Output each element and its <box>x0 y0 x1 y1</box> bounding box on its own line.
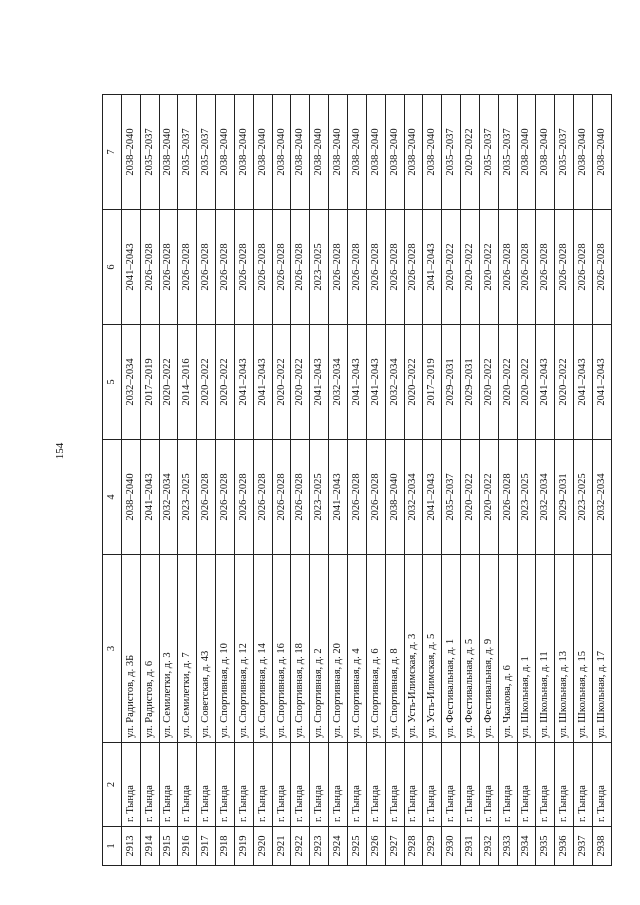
period-cell: 2023–2025 <box>178 440 197 555</box>
period-cell: 2026–2028 <box>291 440 310 555</box>
header-cell: 6 <box>103 210 122 325</box>
period-cell: 2023–2025 <box>310 440 329 555</box>
address-cell: ул. Усть-Илимская, д. 3 <box>404 555 423 743</box>
address-cell: ул. Спортивная, д. 6 <box>366 555 385 743</box>
period-cell: 2038–2040 <box>385 95 404 210</box>
period-cell: 2041–2043 <box>574 325 593 440</box>
table-row <box>197 95 216 866</box>
city-cell: г. Тында <box>197 743 216 827</box>
period-cell: 2020–2022 <box>517 325 536 440</box>
table-row <box>234 95 253 866</box>
period-cell: 2038–2040 <box>159 95 178 210</box>
period-cell: 2035–2037 <box>498 95 517 210</box>
table-row <box>216 95 235 866</box>
period-cell: 2026–2028 <box>178 210 197 325</box>
city-cell: г. Тында <box>423 743 442 827</box>
period-cell: 2026–2028 <box>272 440 291 555</box>
period-cell: 2035–2037 <box>442 95 461 210</box>
period-cell: 2026–2028 <box>555 210 574 325</box>
city-cell: г. Тында <box>404 743 423 827</box>
period-cell: 2017–2019 <box>423 325 442 440</box>
table-row <box>329 95 348 866</box>
period-cell: 2041–2043 <box>366 325 385 440</box>
table-row <box>310 95 329 866</box>
city-cell: г. Тында <box>479 743 498 827</box>
period-cell: 2026–2028 <box>272 210 291 325</box>
row-number-cell: 2923 <box>310 827 329 866</box>
period-cell: 2020–2022 <box>461 95 480 210</box>
period-cell: 2032–2034 <box>329 325 348 440</box>
city-cell: г. Тында <box>329 743 348 827</box>
address-cell: ул. Советская, д. 43 <box>197 555 216 743</box>
table-row <box>140 95 159 866</box>
table-row <box>291 95 310 866</box>
table-row <box>121 95 140 866</box>
period-cell: 2035–2037 <box>197 95 216 210</box>
period-cell: 2026–2028 <box>234 210 253 325</box>
address-cell: ул. Фестивальная, д. 5 <box>461 555 480 743</box>
row-number-cell: 2937 <box>574 827 593 866</box>
table-row <box>461 95 480 866</box>
period-cell: 2026–2028 <box>159 210 178 325</box>
period-cell: 2026–2028 <box>329 210 348 325</box>
period-cell: 2041–2043 <box>140 440 159 555</box>
row-number-cell: 2932 <box>479 827 498 866</box>
period-cell: 2026–2028 <box>253 210 272 325</box>
period-cell: 2029–2031 <box>555 440 574 555</box>
table-header-row <box>103 95 122 866</box>
period-cell: 2026–2028 <box>347 210 366 325</box>
row-number-cell: 2913 <box>121 827 140 866</box>
address-cell: ул. Школьная, д. 11 <box>536 555 555 743</box>
period-cell: 2038–2040 <box>272 95 291 210</box>
table-frame <box>102 95 607 866</box>
period-cell: 2035–2037 <box>555 95 574 210</box>
row-number-cell: 2929 <box>423 827 442 866</box>
period-cell: 2038–2040 <box>536 95 555 210</box>
period-cell: 2038–2040 <box>385 440 404 555</box>
period-cell: 2038–2040 <box>329 95 348 210</box>
period-cell: 2026–2028 <box>574 210 593 325</box>
period-cell: 2038–2040 <box>574 95 593 210</box>
city-cell: г. Тында <box>216 743 235 827</box>
table-row <box>347 95 366 866</box>
page-number: 154 <box>54 442 66 460</box>
row-number-cell: 2938 <box>592 827 611 866</box>
address-cell: ул. Семилетки, д. 7 <box>178 555 197 743</box>
city-cell: г. Тында <box>140 743 159 827</box>
row-number-cell: 2930 <box>442 827 461 866</box>
row-number-cell: 2918 <box>216 827 235 866</box>
city-cell: г. Тында <box>574 743 593 827</box>
table-row <box>479 95 498 866</box>
city-cell: г. Тында <box>442 743 461 827</box>
period-cell: 2038–2040 <box>347 95 366 210</box>
table-row <box>366 95 385 866</box>
table-row <box>536 95 555 866</box>
period-cell: 2026–2028 <box>234 440 253 555</box>
row-number-cell: 2914 <box>140 827 159 866</box>
period-cell: 2020–2022 <box>159 325 178 440</box>
period-cell: 2026–2028 <box>517 210 536 325</box>
row-number-cell: 2916 <box>178 827 197 866</box>
period-cell: 2038–2040 <box>216 95 235 210</box>
city-cell: г. Тында <box>159 743 178 827</box>
period-cell: 2032–2034 <box>385 325 404 440</box>
address-cell: ул. Спортивная, д. 12 <box>234 555 253 743</box>
period-cell: 2023–2025 <box>517 440 536 555</box>
row-number-cell: 2933 <box>498 827 517 866</box>
header-cell: 2 <box>103 743 122 827</box>
period-cell: 2032–2034 <box>159 440 178 555</box>
period-cell: 2026–2028 <box>404 210 423 325</box>
period-cell: 2035–2037 <box>178 95 197 210</box>
table-row <box>555 95 574 866</box>
period-cell: 2017–2019 <box>140 325 159 440</box>
period-cell: 2026–2028 <box>592 210 611 325</box>
period-cell: 2020–2022 <box>555 325 574 440</box>
address-cell: ул. Спортивная, д. 16 <box>272 555 291 743</box>
address-cell: ул. Спортивная, д. 2 <box>310 555 329 743</box>
period-cell: 2029–2031 <box>442 325 461 440</box>
row-number-cell: 2934 <box>517 827 536 866</box>
table-row <box>592 95 611 866</box>
period-cell: 2038–2040 <box>404 95 423 210</box>
table-row <box>423 95 442 866</box>
period-cell: 2035–2037 <box>479 95 498 210</box>
city-cell: г. Тында <box>347 743 366 827</box>
period-cell: 2032–2034 <box>121 325 140 440</box>
period-cell: 2020–2022 <box>461 210 480 325</box>
period-cell: 2020–2022 <box>404 325 423 440</box>
period-cell: 2020–2022 <box>479 325 498 440</box>
period-cell: 2020–2022 <box>197 325 216 440</box>
table-row <box>442 95 461 866</box>
period-cell: 2041–2043 <box>253 325 272 440</box>
city-cell: г. Тында <box>555 743 574 827</box>
table-row <box>574 95 593 866</box>
period-cell: 2041–2043 <box>329 440 348 555</box>
row-number-cell: 2935 <box>536 827 555 866</box>
period-cell: 2041–2043 <box>121 210 140 325</box>
period-cell: 2041–2043 <box>234 325 253 440</box>
address-cell: ул. Школьная, д. 17 <box>592 555 611 743</box>
address-cell: ул. Радистов, д. 3Б <box>121 555 140 743</box>
table-row <box>159 95 178 866</box>
period-cell: 2026–2028 <box>347 440 366 555</box>
address-cell: ул. Спортивная, д. 8 <box>385 555 404 743</box>
period-cell: 2038–2040 <box>253 95 272 210</box>
city-cell: г. Тында <box>385 743 404 827</box>
row-number-cell: 2922 <box>291 827 310 866</box>
period-cell: 2020–2022 <box>461 440 480 555</box>
table-row <box>253 95 272 866</box>
period-cell: 2026–2028 <box>291 210 310 325</box>
address-cell: ул. Чкалова, д. 6 <box>498 555 517 743</box>
period-cell: 2026–2028 <box>216 440 235 555</box>
row-number-cell: 2915 <box>159 827 178 866</box>
period-cell: 2023–2025 <box>310 210 329 325</box>
row-number-cell: 2919 <box>234 827 253 866</box>
table-row <box>498 95 517 866</box>
data-table <box>102 94 612 866</box>
period-cell: 2038–2040 <box>121 95 140 210</box>
row-number-cell: 2927 <box>385 827 404 866</box>
period-cell: 2020–2022 <box>479 440 498 555</box>
row-number-cell: 2926 <box>366 827 385 866</box>
row-number-cell: 2936 <box>555 827 574 866</box>
city-cell: г. Тында <box>253 743 272 827</box>
period-cell: 2020–2022 <box>479 210 498 325</box>
period-cell: 2038–2040 <box>291 95 310 210</box>
city-cell: г. Тында <box>178 743 197 827</box>
table-row <box>404 95 423 866</box>
row-number-cell: 2928 <box>404 827 423 866</box>
table-row <box>385 95 404 866</box>
row-number-cell: 2925 <box>347 827 366 866</box>
period-cell: 2026–2028 <box>216 210 235 325</box>
address-cell: ул. Семилетки, д. 3 <box>159 555 178 743</box>
period-cell: 2038–2040 <box>310 95 329 210</box>
period-cell: 2026–2028 <box>253 440 272 555</box>
row-number-cell: 2931 <box>461 827 480 866</box>
period-cell: 2032–2034 <box>592 440 611 555</box>
period-cell: 2026–2028 <box>197 210 216 325</box>
address-cell: ул. Спортивная, д. 14 <box>253 555 272 743</box>
period-cell: 2035–2037 <box>140 95 159 210</box>
table-rotated-container <box>102 95 607 866</box>
row-number-cell: 2920 <box>253 827 272 866</box>
period-cell: 2041–2043 <box>592 325 611 440</box>
period-cell: 2026–2028 <box>385 210 404 325</box>
period-cell: 2026–2028 <box>197 440 216 555</box>
period-cell: 2041–2043 <box>423 210 442 325</box>
address-cell: ул. Радистов, д. 6 <box>140 555 159 743</box>
address-cell: ул. Школьная, д. 13 <box>555 555 574 743</box>
period-cell: 2023–2025 <box>574 440 593 555</box>
period-cell: 2020–2022 <box>442 210 461 325</box>
period-cell: 2026–2028 <box>536 210 555 325</box>
period-cell: 2032–2034 <box>404 440 423 555</box>
city-cell: г. Тында <box>291 743 310 827</box>
period-cell: 2026–2028 <box>366 210 385 325</box>
period-cell: 2026–2028 <box>140 210 159 325</box>
period-cell: 2041–2043 <box>536 325 555 440</box>
period-cell: 2041–2043 <box>423 440 442 555</box>
period-cell: 2020–2022 <box>291 325 310 440</box>
header-cell: 4 <box>103 440 122 555</box>
city-cell: г. Тында <box>310 743 329 827</box>
table-row <box>178 95 197 866</box>
city-cell: г. Тында <box>536 743 555 827</box>
city-cell: г. Тында <box>272 743 291 827</box>
period-cell: 2020–2022 <box>498 325 517 440</box>
city-cell: г. Тында <box>366 743 385 827</box>
city-cell: г. Тында <box>498 743 517 827</box>
row-number-cell: 2917 <box>197 827 216 866</box>
city-cell: г. Тында <box>121 743 140 827</box>
period-cell: 2026–2028 <box>498 440 517 555</box>
table-row <box>517 95 536 866</box>
period-cell: 2041–2043 <box>310 325 329 440</box>
address-cell: ул. Спортивная, д. 18 <box>291 555 310 743</box>
address-cell: ул. Фестивальная, д. 1 <box>442 555 461 743</box>
header-cell: 1 <box>103 827 122 866</box>
city-cell: г. Тында <box>517 743 536 827</box>
row-number-cell: 2921 <box>272 827 291 866</box>
period-cell: 2038–2040 <box>234 95 253 210</box>
period-cell: 2020–2022 <box>216 325 235 440</box>
header-cell: 3 <box>103 555 122 743</box>
period-cell: 2038–2040 <box>517 95 536 210</box>
address-cell: ул. Спортивная, д. 4 <box>347 555 366 743</box>
period-cell: 2041–2043 <box>347 325 366 440</box>
address-cell: ул. Спортивная, д. 10 <box>216 555 235 743</box>
header-cell: 5 <box>103 325 122 440</box>
period-cell: 2020–2022 <box>272 325 291 440</box>
period-cell: 2026–2028 <box>366 440 385 555</box>
address-cell: ул. Школьная, д. 1 <box>517 555 536 743</box>
period-cell: 2014–2016 <box>178 325 197 440</box>
row-number-cell: 2924 <box>329 827 348 866</box>
period-cell: 2038–2040 <box>366 95 385 210</box>
address-cell: ул. Спортивная, д. 20 <box>329 555 348 743</box>
period-cell: 2026–2028 <box>498 210 517 325</box>
address-cell: ул. Школьная, д. 15 <box>574 555 593 743</box>
city-cell: г. Тында <box>234 743 253 827</box>
table-row <box>272 95 291 866</box>
period-cell: 2029–2031 <box>461 325 480 440</box>
header-cell: 7 <box>103 95 122 210</box>
period-cell: 2038–2040 <box>423 95 442 210</box>
address-cell: ул. Усть-Илимская, д. 5 <box>423 555 442 743</box>
address-cell: ул. Фестивальная, д. 9 <box>479 555 498 743</box>
period-cell: 2035–2037 <box>442 440 461 555</box>
city-cell: г. Тында <box>592 743 611 827</box>
city-cell: г. Тында <box>461 743 480 827</box>
period-cell: 2032–2034 <box>536 440 555 555</box>
period-cell: 2038–2040 <box>592 95 611 210</box>
period-cell: 2038–2040 <box>121 440 140 555</box>
